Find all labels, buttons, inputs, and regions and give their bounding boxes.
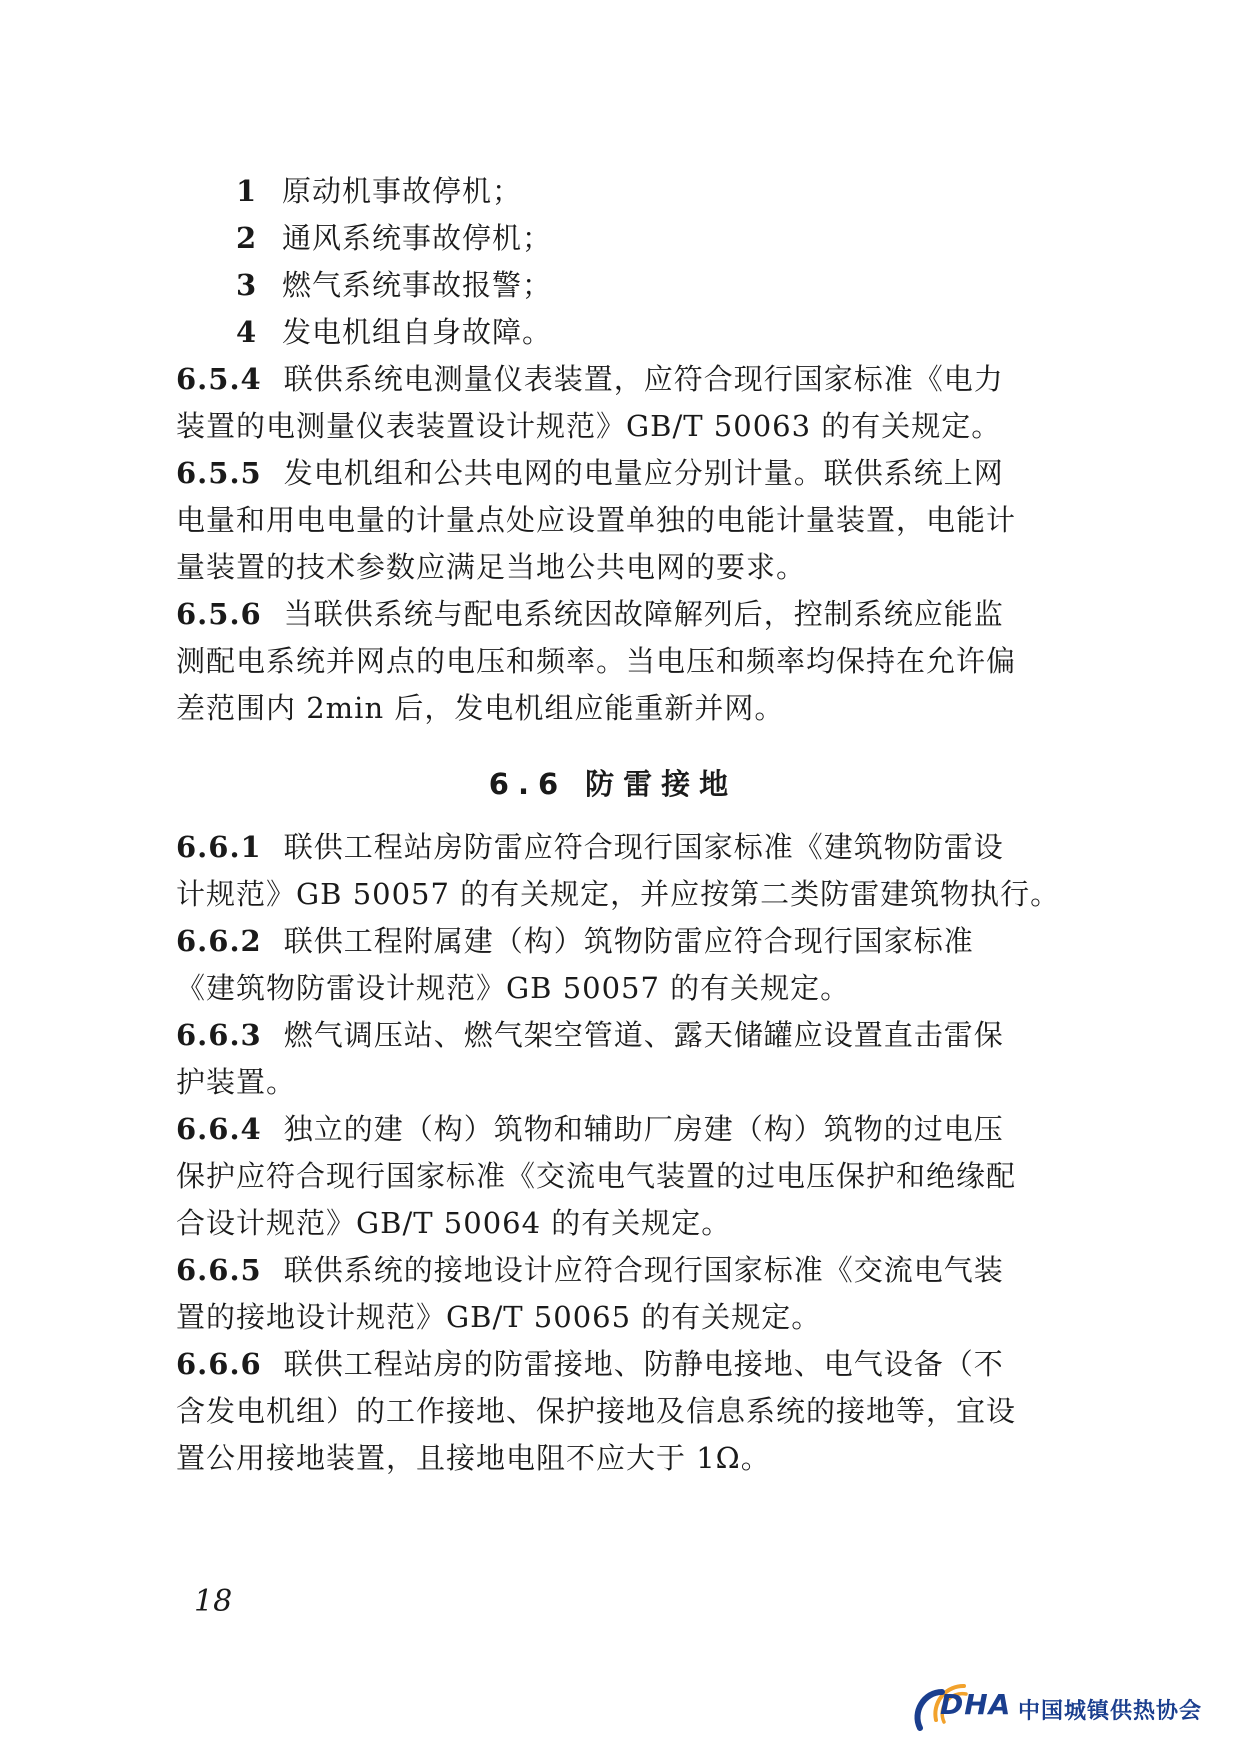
list-item-text: 原动机事故停机； [282,174,523,208]
list-item-number: 4 [236,315,258,349]
document-body [176,168,1061,1482]
list-item-text: 燃气系统事故报警； [282,268,553,302]
association-name: 中国城镇供热协会 [1018,1699,1203,1724]
clause-number: 6.6.2 [176,924,262,958]
list-item [176,168,1050,215]
clause-text: 当联供系统与配电系统因故障解列后，控制系统应能监 [283,597,1004,631]
clause-text: 差范围内 2min 后，发电机组应能重新并网。 [176,691,785,725]
clause-number: 6.6.5 [176,1253,262,1287]
association-logo [906,1672,1226,1736]
clause-text: 独立的建（构）筑物和辅助厂房建（构）筑物的过电压 [283,1112,1004,1146]
clause-text: 联供工程站房的防雷接地、防静电接地、电气设备（不 [283,1347,1004,1381]
clause-number: 6.6.3 [176,1018,262,1052]
clause-6-5-6 [176,591,1050,732]
clause-6-6-5 [176,1247,1050,1341]
logo-text: DHA [940,1688,1012,1721]
section-heading [176,744,1050,824]
clause-text: 测配电系统并网点的电压和频率。当电压和频率均保持在允许偏 [176,644,1017,678]
clause-6-6-2 [176,918,1050,1012]
clause-number: 6.6.4 [176,1112,262,1146]
clause-text: 计规范》GB 50057 的有关规定，并应按第二类防雷建筑物执行。 [176,877,1061,911]
clause-number: 6.6.1 [176,830,262,864]
clause-text: 《建筑物防雷设计规范》GB 50057 的有关规定。 [176,971,851,1005]
section-title: 防雷接地 [585,767,738,801]
list-item-text: 通风系统事故停机； [282,221,553,255]
clause-text: 护装置。 [176,1065,297,1099]
clause-text: 保护应符合现行国家标准《交流电气装置的过电压保护和绝缘配 [176,1159,1017,1193]
section-number: 6.6 [488,767,568,801]
clause-6-6-4 [176,1106,1050,1247]
clause-text: 联供系统电测量仪表装置，应符合现行国家标准《电力 [283,362,1004,396]
clause-6-6-3 [176,1012,1050,1106]
clause-6-5-4 [176,356,1050,450]
clause-text: 量装置的技术参数应满足当地公共电网的要求。 [176,550,807,584]
clause-text: 联供工程附属建（构）筑物防雷应符合现行国家标准 [283,924,974,958]
list-item [176,309,1050,356]
clause-6-5-5 [176,450,1050,591]
clause-text: 合设计规范》GB/T 50064 的有关规定。 [176,1206,732,1240]
clause-6-6-6 [176,1341,1050,1482]
list-item-number: 3 [236,268,258,302]
list-item-number: 2 [236,221,258,255]
clause-number: 6.6.6 [176,1347,262,1381]
clause-number: 6.5.6 [176,597,262,631]
list-item-text: 发电机组自身故障。 [282,315,553,349]
clause-text: 含发电机组）的工作接地、保护接地及信息系统的接地等，宜设 [176,1394,1017,1428]
clause-text: 置的接地设计规范》GB/T 50065 的有关规定。 [176,1300,822,1334]
clause-text: 联供工程站房防雷应符合现行国家标准《建筑物防雷设 [283,830,1004,864]
clause-number: 6.5.4 [176,362,262,396]
clause-text: 电量和用电电量的计量点处应设置单独的电能计量装置，电能计 [176,503,1017,537]
clause-text: 联供系统的接地设计应符合现行国家标准《交流电气装 [283,1253,1004,1287]
page-number: 18 [194,1584,233,1619]
clause-number: 6.5.5 [176,456,262,490]
list-item [176,262,1050,309]
clause-text: 置公用接地装置，且接地电阻不应大于 1Ω。 [176,1441,771,1475]
clause-text: 发电机组和公共电网的电量应分别计量。联供系统上网 [283,456,1004,490]
clause-text: 燃气调压站、燃气架空管道、露天储罐应设置直击雷保 [283,1018,1004,1052]
list-item-number: 1 [236,174,258,208]
list-item [176,215,1050,262]
clause-6-6-1 [176,824,1061,918]
clause-text: 装置的电测量仪表装置设计规范》GB/T 50063 的有关规定。 [176,409,1002,443]
